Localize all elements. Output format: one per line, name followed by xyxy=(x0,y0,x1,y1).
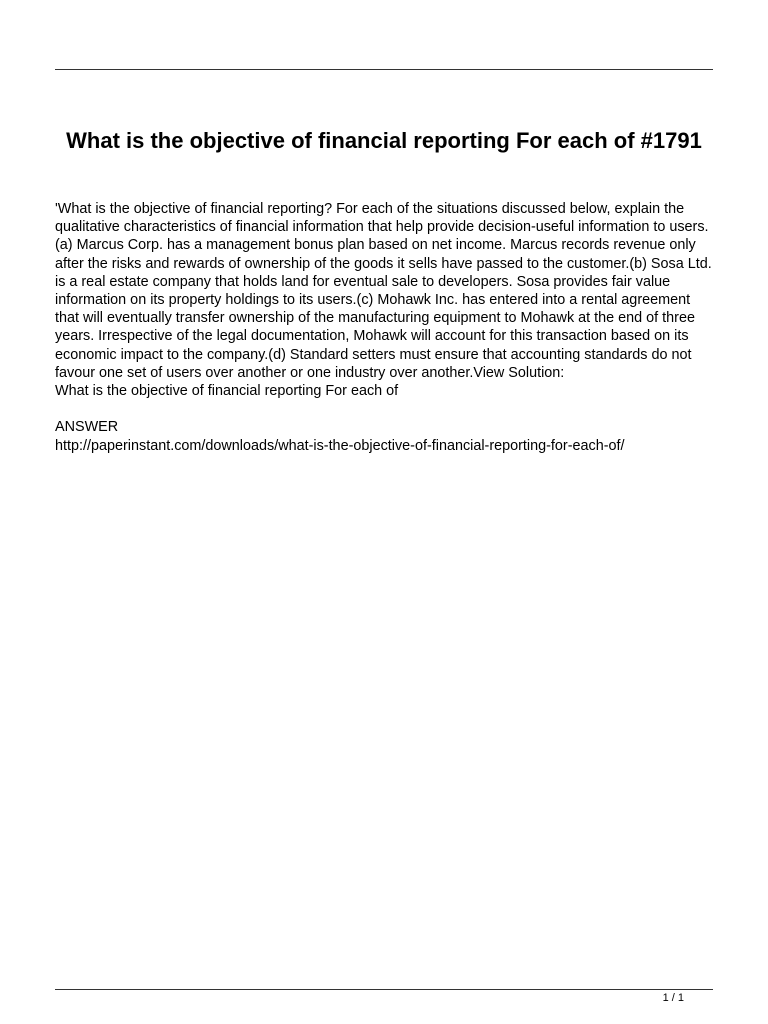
document-content xyxy=(55,200,715,455)
answer-label: ANSWER xyxy=(55,419,119,436)
answer-link[interactable]: http://paperinstant.com/downloads/what-is-the-objective-of-financial-reporting-for-each-of/ xyxy=(55,437,625,454)
page-indicator: 1 / 1 xyxy=(662,992,684,1004)
question-repeat: What is the objective of financial reporting For each of xyxy=(55,383,399,400)
header-divider xyxy=(55,69,713,70)
document-title: What is the objective of financial reporting For each of #1791 xyxy=(66,128,702,153)
question-text: 'What is the objective of financial reporting? For each of the situations discussed below, explain the qualitative characteristics of financial information that help provide decision-useful information to users.(a) Marcus Corp. has a management bonus plan based on net income. Marcus records revenue only after the risks and rewards of ownership of the goods it sells have passed to the customer.(b) Sosa Ltd. is a real estate company that holds land for eventual sale to developers. Sosa provides fair value information on its property holdings to its users.(c) Mohawk Inc. has entered into a rental agreement that will eventually transfer ownership of the manufacturing equipment to Mohawk at the end of three years. Irrespective of the legal documentation, Mohawk will account for this transaction based on its economic impact to the company.(d) Standard setters must ensure that accounting standards do not favour one set of users over another or one industry over another.View Solution: xyxy=(55,201,712,381)
footer-divider xyxy=(55,989,713,990)
spacer xyxy=(55,400,715,418)
